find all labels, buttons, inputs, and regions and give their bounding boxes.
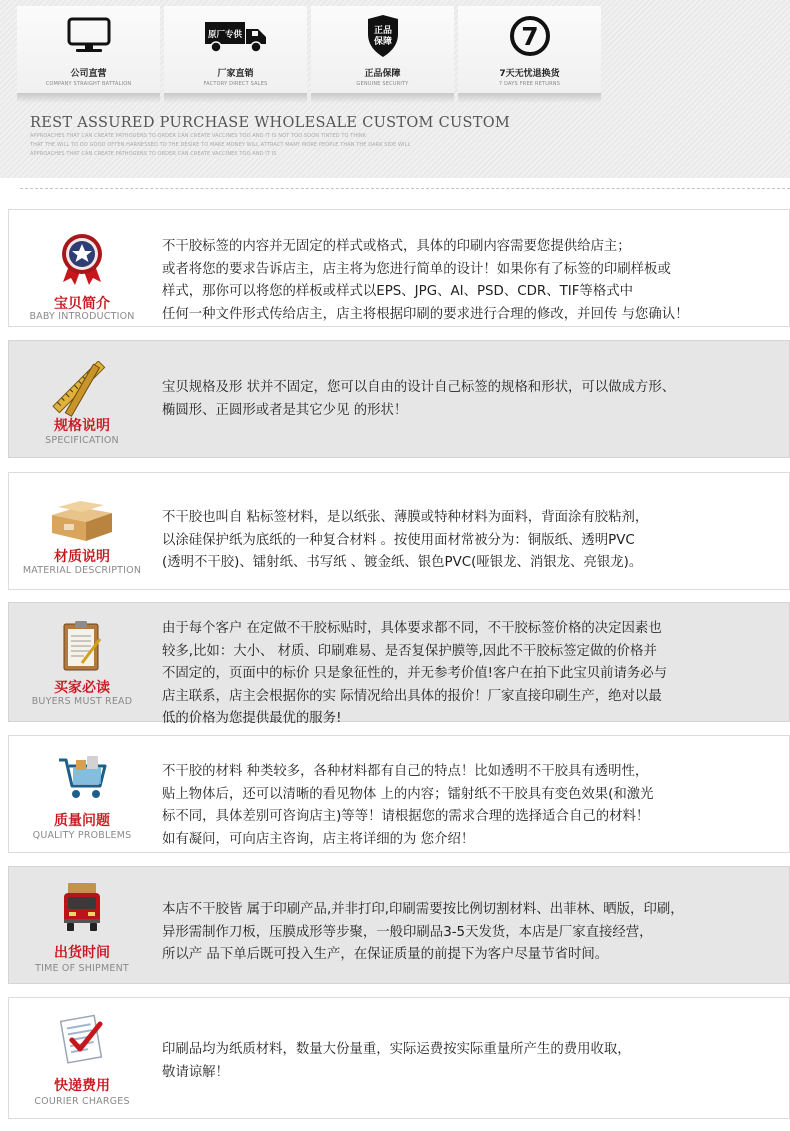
badge-genuine-security — [311, 6, 454, 94]
section-title: 材质说明 — [54, 549, 110, 565]
monitor-icon — [66, 16, 112, 60]
badge-title: 厂家直销 — [217, 69, 254, 79]
section-text-line: 宝贝规格及形 状并不固定，您可以自由的设计自己标签的规格和形状，可以做成方形、 — [162, 380, 676, 395]
section-subtitle: BUYERS MUST READ — [31, 696, 133, 707]
svg-text:保障: 保障 — [373, 37, 392, 47]
section-text-line: 低的价格为您提供最优的服务! — [162, 711, 342, 726]
section-baby-introduction — [8, 209, 790, 327]
section-buyers-must-read — [8, 602, 790, 726]
section-material-description — [8, 472, 790, 590]
checklist-icon — [56, 1012, 108, 1070]
seven-circle-icon — [509, 15, 551, 61]
section-text-line: 不干胶的材料 种类较多，各种材料都有自己的特点！比如透明不干胶具有透明性， — [162, 764, 649, 779]
badge-subtitle: FACTORY DIRECT SALES — [203, 81, 268, 87]
rest-assured-subline: THAT THE WILL TO DO GOOD OFTEN HARNESSED TO THE DESIRE TO MAKE MONEY WILL ATTRACT MANY MORE PEOPLE THAN THE DARK SIDE WILL — [30, 142, 411, 148]
shopping-cart-icon — [56, 752, 108, 808]
section-text-line: 店主联系，店主会根据你的实 际情况给出具体的报价！厂家直接印刷生产，绝对以最 — [162, 688, 662, 704]
section-time-of-shipment — [8, 866, 790, 984]
section-text-line: 标不同，具体差别可咨询店主)等等！请根据您的需求合理的选择适合自己的材料！ — [162, 809, 650, 824]
section-title: 规格说明 — [54, 418, 110, 434]
section-subtitle: BABY INTRODUCTION — [29, 311, 135, 322]
badge-company-direct — [17, 6, 160, 94]
section-text-line: (透明不干胶)、镭射纸、书写纸 、镀金纸、银色PVC(哑银龙、消银龙、亮银龙)。 — [162, 555, 643, 570]
clipboard-icon — [60, 619, 104, 677]
badge-subtitle: 7 DAYS FREE RETURNS — [498, 81, 561, 87]
truck-label: 原厂专供 — [207, 30, 242, 40]
badge-factory-direct — [164, 6, 307, 94]
section-title: 快递费用 — [54, 1078, 110, 1094]
section-text-line: 任何一种文件形式传给店主，店主将根据印刷的要求进行合理的修改，并回传 与您确认！ — [162, 306, 689, 322]
section-title: 质量问题 — [54, 813, 110, 829]
section-specification — [8, 340, 790, 458]
section-subtitle: TIME OF SHIPMENT — [35, 963, 129, 974]
section-subtitle: MATERIAL DESCRIPTION — [22, 565, 142, 576]
delivery-truck-icon — [58, 881, 106, 939]
award-medal-icon — [59, 232, 105, 290]
rest-assured-title: REST ASSURED PURCHASE WHOLESALE CUSTOM CUSTOM — [30, 115, 511, 131]
badge-7-days-returns — [458, 6, 601, 94]
section-text-line: 椭圆形、正圆形或者是其它少见 的形状！ — [162, 402, 408, 418]
section-subtitle: COURIER CHARGES — [34, 1096, 130, 1107]
badge-title: 公司直营 — [70, 69, 107, 79]
divider — [20, 188, 790, 189]
seven-digit: 7 — [520, 22, 539, 51]
section-text-line: 贴上物体后，还可以清晰的看见物体 上的内容；镭射纸不干胶具有变色效果(和激光 — [162, 786, 654, 802]
section-text-line: 或者将您的要求告诉店主，店主将为您进行简单的设计！如果你有了标签的印刷样板或 — [162, 261, 671, 277]
section-text-line: 异形需制作刀板，压膜成形等步聚，一般印刷品3-5天发货，本店是厂家直接经营， — [162, 924, 653, 940]
section-subtitle: QUALITY PROBLEMS — [32, 830, 132, 841]
section-title: 宝贝简介 — [54, 296, 110, 312]
section-text-line: 较多,比如：大小、 材质、印刷难易、是否复保护膜等,因此不干胶标签定做的价格并 — [162, 643, 657, 659]
cardboard-box-icon — [50, 497, 114, 547]
rest-assured-subline: APPROACHES THAT CAN CREATE PATHOGENS TO ORDER CAN CREATE VACCINES TOO AND IT IS — [30, 151, 277, 157]
section-title: 出货时间 — [54, 945, 110, 961]
svg-text:正品: 正品 — [373, 26, 392, 36]
badge-title: 7天无忧退换货 — [499, 69, 560, 79]
section-subtitle: SPECIFICATION — [45, 435, 119, 446]
section-text-line: 本店不干胶皆 属于印刷产品,并非打印,印刷需要按比例切割材料、出菲林、晒版，印刷， — [162, 902, 684, 917]
section-text-line: 敬请谅解！ — [162, 1064, 229, 1080]
delivery-truck-icon — [204, 20, 268, 58]
badge-title: 正品保障 — [364, 69, 401, 79]
section-text-line: 样式，那你可以将您的样板或样式以EPS、JPG、AI、PSD、CDR、TIF等格式中 — [162, 284, 633, 299]
section-text-line: 以涂硅保护纸为底纸的一种复合材料 。按使用面材常被分为：铜版纸、透明PVC — [162, 532, 635, 548]
section-text-line: 所以产 品下单后既可投入生产，在保证质量的前提下为客户尽量节省时间。 — [162, 947, 609, 962]
badge-subtitle: COMPANY STRAIGHT BATTALION — [45, 81, 132, 87]
guarantee-header — [0, 0, 790, 178]
rest-assured-subline: APPROACHES THAT CAN CREATE PATHOGENS TO ORDER CAN CREATE VACCINES TOO AND IT IS NOT TOO SOON TINTED TO THINK — [30, 133, 367, 139]
shield-icon — [366, 14, 400, 62]
section-text-line: 不干胶也叫自 粘标签材料，是以纸张、薄膜或特种材料为面料，背面涂有胶粘剂， — [162, 510, 649, 525]
section-quality-problems — [8, 735, 790, 853]
badge-subtitle: GENUINE SECURITY — [356, 81, 409, 87]
section-text-line: 印刷品均为纸质材料，数量大份量重，实际运费按实际重量所产生的费用收取， — [162, 1042, 631, 1057]
section-courier-charges — [8, 997, 790, 1119]
section-text-line: 不干胶标签的内容并无固定的样式或格式，具体的印刷内容需要您提供给店主； — [162, 239, 631, 254]
section-title: 买家必读 — [54, 680, 110, 696]
section-text-line: 不固定的，页面中的标价 只是象征性的，并无参考价值!客户在拍下此宝贝前请务必与 — [162, 666, 668, 681]
measuring-tape-icon — [52, 361, 112, 423]
section-text-line: 如有凝问，可向店主咨询，店主将详细的为 您介绍！ — [162, 831, 475, 847]
section-text-line: 由于每个客户 在定做不干胶标贴时，具体要求都不同，不干胶标签价格的决定因素也 — [162, 621, 662, 636]
